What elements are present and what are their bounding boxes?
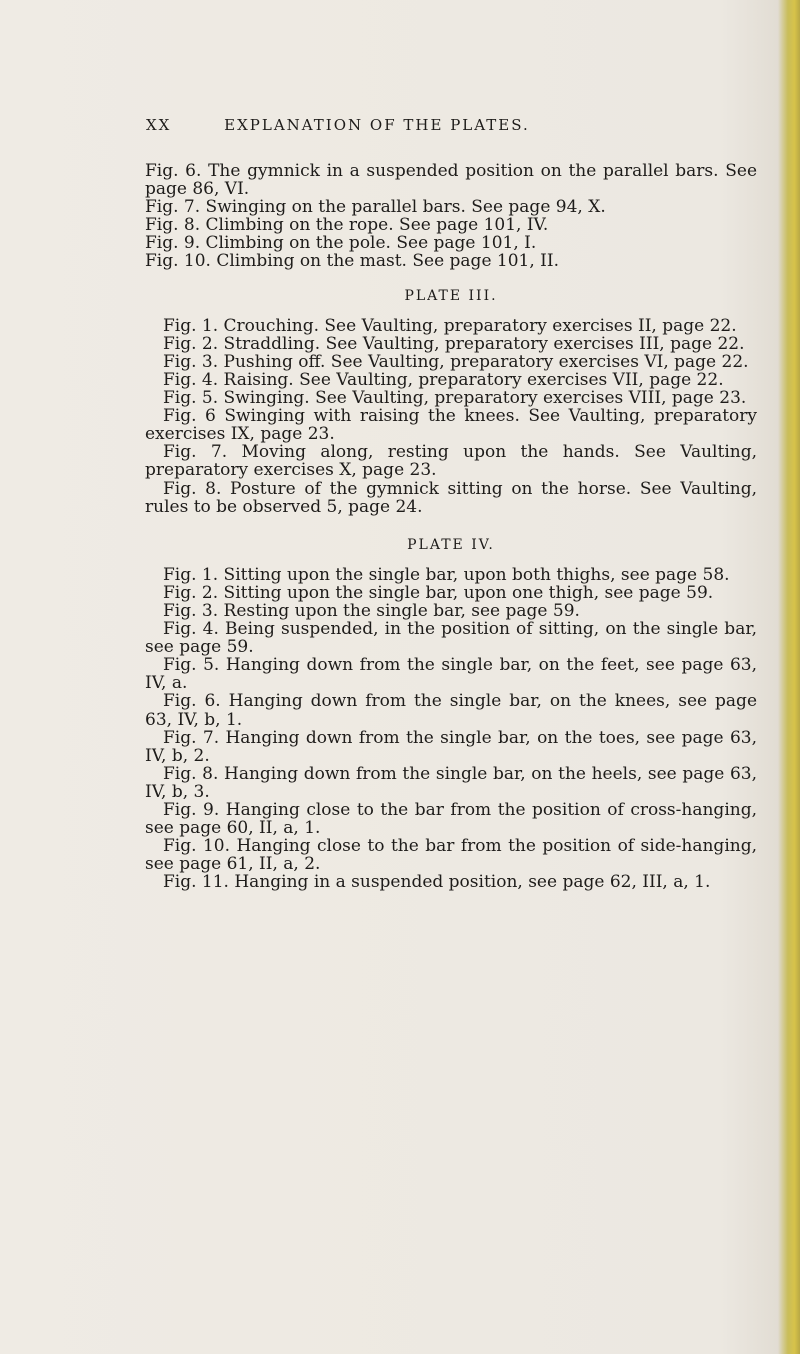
list-item: Fig. 6. Hanging down from the single bar, on the knees, see page 63, IV, b, 1. <box>145 691 757 730</box>
list-item: Fig. 1. Sitting upon the single bar, upon both thighs, see page 58. <box>163 564 730 585</box>
page-edge <box>778 0 800 1354</box>
list-item: Fig. 6. The gymnick in a suspended position on the parallel bars. See page 86, VI. <box>145 161 757 200</box>
list-item: Fig. 11. Hanging in a suspended position, see page 62, III, a, 1. <box>163 872 711 893</box>
list-item: Fig. 7. Moving along, resting upon the hands. See Vaulting, preparatory exercises X, page 23. <box>145 442 757 481</box>
page-number: XX <box>146 116 172 134</box>
list-item: Fig. 5. Hanging down from the single bar, on the feet, see page 63, IV, a. <box>145 655 757 694</box>
list-item: Fig. 2. Sitting upon the single bar, upon one thigh, see page 59. <box>163 582 714 603</box>
list-item: Fig. 5. Swinging. See Vaulting, preparatory exercises VIII, page 23. <box>163 388 747 409</box>
plate3-list <box>145 317 757 516</box>
list-item: Fig. 7. Swinging on the parallel bars. See page 94, X. <box>145 197 606 218</box>
running-header <box>146 116 706 134</box>
list-item: Fig. 2. Straddling. See Vaulting, preparatory exercises III, page 22. <box>163 333 745 354</box>
list-item: Fig. 8. Hanging down from the single bar, on the heels, see page 63, IV, b, 3. <box>145 763 757 802</box>
list-item: Fig. 7. Hanging down from the single bar, on the toes, see page 63, IV, b, 2. <box>145 727 757 766</box>
page-body <box>145 162 757 891</box>
plate3-heading: PLATE III. <box>404 287 498 304</box>
page-title: EXPLANATION OF THE PLATES. <box>224 116 530 134</box>
list-item: Fig. 10. Hanging close to the bar from the position of side-hanging, see page 61, II, a, 2. <box>145 836 757 875</box>
plate2-continued-list <box>145 162 757 271</box>
list-item: Fig. 4. Being suspended, in the position of sitting, on the single bar, see page 59. <box>145 619 757 658</box>
plate4-list <box>145 566 757 892</box>
list-item: Fig. 4. Raising. See Vaulting, preparatory exercises VII, page 22. <box>163 369 724 390</box>
plate4-heading: PLATE IV. <box>407 536 495 553</box>
list-item: Fig. 9. Climbing on the pole. See page 101, I. <box>145 233 537 254</box>
list-item: Fig. 3. Resting upon the single bar, see page 59. <box>163 600 580 621</box>
list-item: Fig. 9. Hanging close to the bar from the position of cross-hanging, see page 60, II, a, 1. <box>145 800 757 839</box>
list-item: Fig. 3. Pushing off. See Vaulting, preparatory exercises VI, page 22. <box>163 351 749 372</box>
list-item: Fig. 6 Swinging with raising the knees. See Vaulting, preparatory exercises IX, page 23. <box>145 406 757 445</box>
list-item: Fig. 8. Posture of the gymnick sitting on the horse. See Vaulting, rules to be observed 5, page 24. <box>145 478 757 517</box>
list-item: Fig. 1. Crouching. See Vaulting, preparatory exercises II, page 22. <box>163 315 737 336</box>
list-item: Fig. 10. Climbing on the mast. See page 101, II. <box>145 251 559 272</box>
list-item: Fig. 8. Climbing on the rope. See page 101, IV. <box>145 215 549 236</box>
